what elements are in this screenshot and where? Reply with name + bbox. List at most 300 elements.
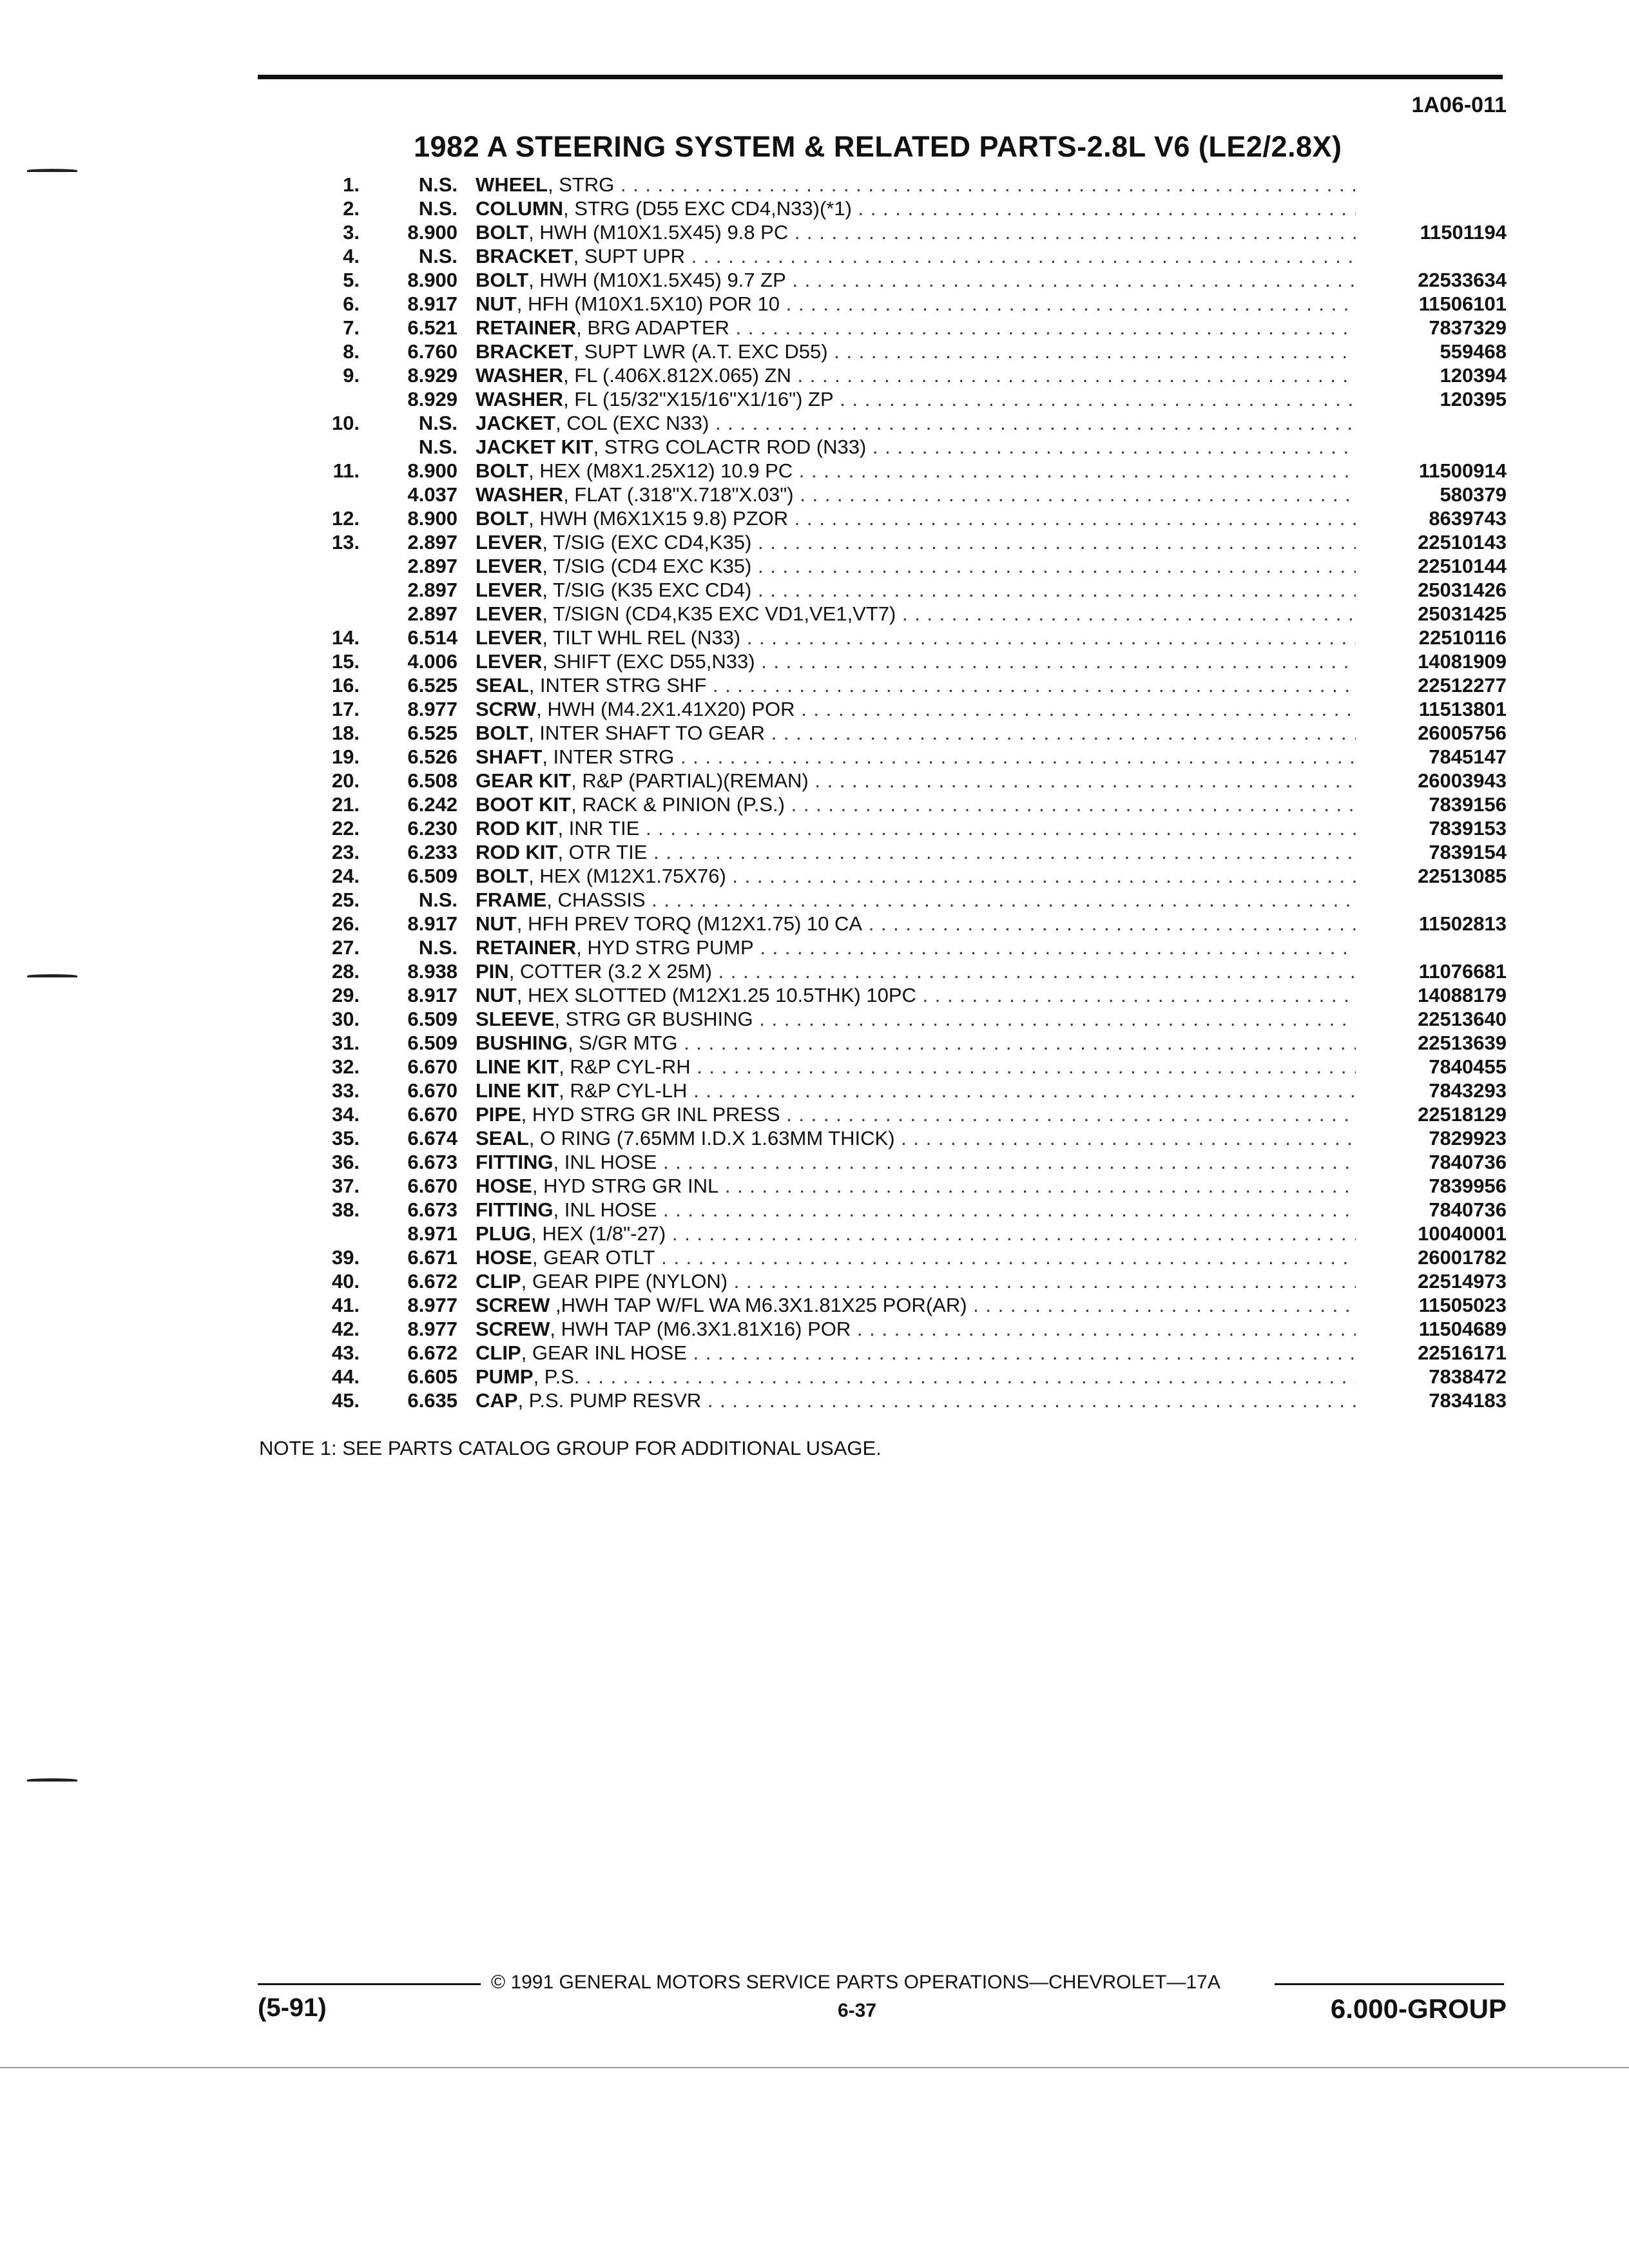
part-description <box>476 769 1356 793</box>
part-name: HOSE <box>476 1175 532 1197</box>
group-number: 6.671 <box>407 1246 458 1269</box>
part-name: FITTING <box>476 1151 554 1173</box>
group-number: 6.508 <box>407 769 458 792</box>
part-spec: , P.S. PUMP RESVR <box>517 1389 702 1412</box>
part-name: LEVER <box>476 555 543 577</box>
parts-row <box>0 316 1629 340</box>
part-description <box>476 316 1356 340</box>
part-spec: , INL HOSE <box>553 1198 657 1221</box>
group-number: 6.230 <box>407 817 458 840</box>
part-name: BOLT <box>476 269 529 291</box>
part-spec: , STRG (D55 EXC CD4,N33)(*1) <box>563 197 852 220</box>
parts-row <box>0 387 1629 411</box>
parts-row <box>0 411 1629 435</box>
part-name: LINE KIT <box>476 1055 559 1078</box>
item-number: 41. <box>331 1294 360 1316</box>
part-description <box>476 578 1356 602</box>
part-number: 8639743 <box>1429 507 1507 530</box>
group-number: 6.673 <box>407 1151 458 1173</box>
part-spec: , GEAR INL HOSE <box>521 1341 687 1364</box>
part-description <box>476 1222 1356 1245</box>
part-description <box>476 1293 1356 1317</box>
part-description <box>476 1055 1356 1079</box>
group-number: 6.514 <box>407 626 458 649</box>
part-spec: , INTER SHAFT TO GEAR <box>528 722 765 744</box>
parts-row <box>0 983 1629 1007</box>
parts-row <box>0 769 1629 793</box>
group-number: 8.977 <box>407 698 458 720</box>
part-spec: , OTR TIE <box>557 841 648 863</box>
parts-row <box>0 244 1629 268</box>
item-number: 42. <box>331 1318 360 1340</box>
part-spec: , INTER STRG SHF <box>528 674 707 697</box>
part-number: 22510143 <box>1418 531 1507 553</box>
item-number: 17. <box>331 698 360 720</box>
part-number: 22533634 <box>1418 269 1507 291</box>
item-number: 36. <box>331 1151 360 1173</box>
group-number: 8.938 <box>407 960 458 983</box>
date-code: (5-91) <box>258 1994 327 2022</box>
part-number: 11513801 <box>1418 698 1507 720</box>
part-number: 11504689 <box>1418 1318 1507 1340</box>
item-number: 35. <box>331 1127 360 1149</box>
item-number: 4. <box>343 245 360 267</box>
part-number: 26003943 <box>1418 769 1507 792</box>
part-number: 7840736 <box>1429 1151 1507 1173</box>
group-number: 2.897 <box>407 555 458 577</box>
parts-row <box>0 173 1629 197</box>
parts-row <box>0 673 1629 697</box>
part-number: 26005756 <box>1418 722 1507 744</box>
item-number: 34. <box>331 1103 360 1126</box>
part-name: RETAINER <box>476 316 577 339</box>
part-spec: , HWH (M10X1.5X45) 9.8 PC <box>528 221 789 244</box>
group-number: 2.897 <box>407 531 458 553</box>
part-spec: , HFH PREV TORQ (M12X1.75) 10 CA <box>516 912 863 935</box>
binder-hole-mark-top <box>27 169 77 172</box>
part-name: GEAR KIT <box>476 769 572 792</box>
part-description <box>476 745 1356 769</box>
group-number: 6.670 <box>407 1079 458 1102</box>
part-name: ROD KIT <box>476 841 558 863</box>
part-description <box>476 411 1356 435</box>
part-description <box>476 1269 1356 1293</box>
part-spec: , RACK & PINION (P.S.) <box>571 793 785 816</box>
part-name: PIPE <box>476 1103 521 1126</box>
part-description <box>476 268 1356 292</box>
group-number: 6.760 <box>407 340 458 363</box>
parts-row <box>0 1317 1629 1341</box>
part-spec: , STRG GR BUSHING <box>554 1008 753 1030</box>
part-spec: , HEX (M12X1.75X76) <box>528 865 726 887</box>
item-number: 2. <box>343 197 360 220</box>
part-description <box>476 530 1356 554</box>
group-number: 8.900 <box>407 269 458 291</box>
item-number: 10. <box>331 412 360 434</box>
parts-row <box>0 864 1629 888</box>
item-number: 30. <box>331 1008 360 1030</box>
part-number: 22513639 <box>1418 1032 1507 1054</box>
part-number: 120395 <box>1440 388 1507 410</box>
group-number: 6.673 <box>407 1198 458 1221</box>
part-description <box>476 626 1356 649</box>
part-spec: , INR TIE <box>557 817 640 840</box>
page-id: 1A06-011 <box>1411 93 1507 117</box>
part-description <box>476 244 1356 268</box>
part-name: NUT <box>476 293 517 315</box>
part-description <box>476 1126 1356 1150</box>
part-number: 11505023 <box>1418 1294 1507 1316</box>
item-number: 29. <box>331 984 360 1006</box>
page-number: 6-37 <box>838 2000 877 2021</box>
parts-row <box>0 578 1629 602</box>
part-name: BOLT <box>476 722 529 744</box>
group-number: 6.242 <box>407 793 458 816</box>
part-spec: , FLAT (.318"X.718"X.03") <box>563 483 794 506</box>
part-description <box>476 197 1356 220</box>
part-description <box>476 936 1356 959</box>
group-number: 8.971 <box>407 1222 458 1245</box>
part-description <box>476 602 1356 626</box>
group-number: 6.509 <box>407 1032 458 1054</box>
group-number: 6.526 <box>407 745 458 768</box>
item-number: 14. <box>331 626 360 649</box>
part-description <box>476 1198 1356 1222</box>
part-number: 22513085 <box>1418 865 1507 887</box>
item-number: 32. <box>331 1055 360 1078</box>
part-description <box>476 483 1356 506</box>
part-number: 7840736 <box>1429 1198 1507 1221</box>
parts-row <box>0 1102 1629 1126</box>
part-number: 22514973 <box>1418 1270 1507 1293</box>
item-number: 5. <box>343 269 360 291</box>
part-spec: , HYD STRG GR INL PRESS <box>521 1103 780 1126</box>
part-spec: , HYD STRG PUMP <box>576 936 754 959</box>
part-number: 26001782 <box>1418 1246 1507 1269</box>
item-number: 6. <box>343 293 360 315</box>
part-name: LEVER <box>476 602 543 625</box>
part-description <box>476 1079 1356 1102</box>
part-spec: , INTER STRG <box>542 745 675 768</box>
part-spec: , S/GR MTG <box>567 1032 678 1054</box>
parts-row <box>0 1222 1629 1245</box>
part-spec: , HEX SLOTTED (M12X1.25 10.5THK) 10PC <box>516 984 916 1006</box>
part-name: SLEEVE <box>476 1008 555 1030</box>
part-description <box>476 1031 1356 1055</box>
group-number: 8.917 <box>407 293 458 315</box>
part-number: 14088179 <box>1418 984 1507 1006</box>
part-description <box>476 435 1356 459</box>
item-number: 31. <box>331 1032 360 1054</box>
part-description <box>476 864 1356 888</box>
part-description <box>476 840 1356 864</box>
parts-row <box>0 936 1629 959</box>
part-spec: , T/SIG (K35 EXC CD4) <box>542 579 752 601</box>
group-number: N.S. <box>418 889 458 911</box>
item-number: 25. <box>331 889 360 911</box>
part-name: SEAL <box>476 1127 529 1149</box>
part-description <box>476 1007 1356 1031</box>
part-description <box>476 649 1356 673</box>
group-number: 6.509 <box>407 865 458 887</box>
group-number: 6.670 <box>407 1175 458 1197</box>
parts-row <box>0 1293 1629 1317</box>
group-number: 6.674 <box>407 1127 458 1149</box>
item-number: 23. <box>331 841 360 863</box>
item-number: 16. <box>331 674 360 697</box>
part-description <box>476 983 1356 1007</box>
part-name: BOLT <box>476 459 529 482</box>
part-name: FITTING <box>476 1198 554 1221</box>
group-number: 6.670 <box>407 1055 458 1078</box>
part-spec: , T/SIGN (CD4,K35 EXC VD1,VE1,VT7) <box>542 602 896 625</box>
part-spec: , R&P CYL-LH <box>559 1079 688 1102</box>
item-number: 20. <box>331 769 360 792</box>
group-number: 6.605 <box>407 1365 458 1388</box>
part-spec: , BRG ADAPTER <box>576 316 729 339</box>
part-number: 11506101 <box>1418 293 1507 315</box>
part-name: PIN <box>476 960 509 983</box>
bottom-rule <box>0 2067 1629 2068</box>
item-number: 8. <box>343 340 360 363</box>
parts-row <box>0 649 1629 673</box>
item-number: 21. <box>331 793 360 816</box>
part-description <box>476 173 1356 197</box>
parts-row <box>0 363 1629 387</box>
part-name: JACKET <box>476 412 556 434</box>
parts-row <box>0 459 1629 483</box>
part-description <box>476 459 1356 483</box>
parts-row <box>0 816 1629 840</box>
part-name: WASHER <box>476 388 564 410</box>
part-spec: , SHIFT (EXC D55,N33) <box>542 650 755 673</box>
parts-row <box>0 959 1629 983</box>
part-name: COLUMN <box>476 197 564 220</box>
part-number: 11500914 <box>1418 459 1507 482</box>
item-number: 12. <box>331 507 360 530</box>
item-number: 19. <box>331 745 360 768</box>
part-spec: , P.S. <box>533 1365 580 1388</box>
group-number: 8.917 <box>407 984 458 1006</box>
group-number: 6.525 <box>407 674 458 697</box>
group-label: 6.000-GROUP <box>1330 1994 1507 2024</box>
parts-row <box>0 1389 1629 1412</box>
part-spec: , GEAR OTLT <box>532 1246 655 1269</box>
item-number: 37. <box>331 1175 360 1197</box>
group-number: 2.897 <box>407 579 458 601</box>
part-name: LINE KIT <box>476 1079 559 1102</box>
part-description <box>476 1341 1356 1365</box>
part-number: 7837329 <box>1429 316 1507 339</box>
part-spec: , GEAR PIPE (NYLON) <box>521 1270 728 1293</box>
parts-row <box>0 793 1629 816</box>
part-spec: , R&P (PARTIAL)(REMAN) <box>571 769 809 792</box>
part-number: 7839956 <box>1429 1175 1507 1197</box>
group-number: 8.900 <box>407 459 458 482</box>
item-number: 28. <box>331 960 360 983</box>
parts-row <box>0 1150 1629 1174</box>
item-number: 22. <box>331 817 360 840</box>
part-spec: , R&P CYL-RH <box>559 1055 691 1078</box>
parts-row <box>0 602 1629 626</box>
part-name: FRAME <box>476 889 547 911</box>
item-number: 18. <box>331 722 360 744</box>
parts-row <box>0 506 1629 530</box>
part-name: LEVER <box>476 579 543 601</box>
part-spec: , COTTER (3.2 X 25M) <box>508 960 712 983</box>
binder-hole-mark-bottom <box>27 1778 77 1782</box>
parts-list <box>0 173 1629 1412</box>
part-description <box>476 506 1356 530</box>
group-number: 6.672 <box>407 1341 458 1364</box>
part-number: 14081909 <box>1418 650 1507 673</box>
item-number: 24. <box>331 865 360 887</box>
part-name: SCRW <box>476 698 537 720</box>
part-description <box>476 721 1356 745</box>
group-number: N.S. <box>418 197 458 220</box>
item-number: 40. <box>331 1270 360 1293</box>
part-number: 7843293 <box>1429 1079 1507 1102</box>
group-number: 6.672 <box>407 1270 458 1293</box>
parts-row <box>0 554 1629 578</box>
part-spec: , SUPT UPR <box>573 245 685 267</box>
parts-row <box>0 1269 1629 1293</box>
parts-row <box>0 435 1629 459</box>
group-number: 8.900 <box>407 507 458 530</box>
parts-row <box>0 1245 1629 1269</box>
part-name: PLUG <box>476 1222 532 1245</box>
part-description <box>476 888 1356 912</box>
part-name: WASHER <box>476 483 564 506</box>
part-name: NUT <box>476 912 517 935</box>
part-number: 11502813 <box>1418 912 1507 935</box>
item-number: 1. <box>343 173 360 196</box>
part-number: 7838472 <box>1429 1365 1507 1388</box>
part-name: BRACKET <box>476 245 574 267</box>
part-number: 22510144 <box>1418 555 1507 577</box>
part-spec: , FL (.406X.812X.065) ZN <box>563 364 791 387</box>
part-number: 7834183 <box>1429 1389 1507 1412</box>
group-number: 6.525 <box>407 722 458 744</box>
part-name: SEAL <box>476 674 529 697</box>
group-number: 8.929 <box>407 388 458 410</box>
part-name: CLIP <box>476 1270 521 1293</box>
part-number: 22512277 <box>1418 674 1507 697</box>
part-description <box>476 1365 1356 1389</box>
item-number: 3. <box>343 221 360 244</box>
copyright-line: © 1991 GENERAL MOTORS SERVICE PARTS OPERATIONS—CHEVROLET—17A <box>491 1972 1220 1993</box>
item-number: 44. <box>331 1365 360 1388</box>
part-number: 22518129 <box>1418 1103 1507 1126</box>
parts-row <box>0 1031 1629 1055</box>
part-name: WASHER <box>476 364 564 387</box>
part-spec: , SUPT LWR (A.T. EXC D55) <box>573 340 828 363</box>
part-spec: ,HWH TAP W/FL WA M6.3X1.81X25 POR(AR) <box>550 1294 967 1316</box>
parts-row <box>0 745 1629 769</box>
group-number: 4.037 <box>407 483 458 506</box>
parts-row <box>0 1055 1629 1079</box>
part-name: CAP <box>476 1389 518 1412</box>
part-description <box>476 340 1356 363</box>
part-name: BRACKET <box>476 340 574 363</box>
item-number: 13. <box>331 531 360 553</box>
page-title: 1982 A STEERING SYSTEM & RELATED PARTS-2.8L V6 (LE2/2.8X) <box>414 130 1342 163</box>
parts-row <box>0 530 1629 554</box>
parts-row <box>0 697 1629 721</box>
part-name: LEVER <box>476 650 543 673</box>
part-name: PUMP <box>476 1365 534 1388</box>
group-number: N.S. <box>418 412 458 434</box>
parts-row <box>0 340 1629 363</box>
part-number: 120394 <box>1440 364 1507 387</box>
part-number: 580379 <box>1440 483 1507 506</box>
part-number: 25031426 <box>1418 579 1507 601</box>
part-number: 25031425 <box>1418 602 1507 625</box>
part-description <box>476 912 1356 936</box>
part-spec: , HEX (1/8"-27) <box>531 1222 666 1245</box>
part-description <box>476 816 1356 840</box>
part-description <box>476 1174 1356 1198</box>
part-spec: , CHASSIS <box>546 889 646 911</box>
part-name: ROD KIT <box>476 817 558 840</box>
part-name: LEVER <box>476 531 543 553</box>
part-spec: , HWH (M4.2X1.41X20) POR <box>536 698 795 720</box>
part-spec: , O RING (7.65MM I.D.X 1.63MM THICK) <box>528 1127 895 1149</box>
part-name: SHAFT <box>476 745 543 768</box>
part-number: 22513640 <box>1418 1008 1507 1030</box>
part-name: JACKET KIT <box>476 436 593 458</box>
part-number: 22516171 <box>1418 1341 1507 1364</box>
parts-row <box>0 268 1629 292</box>
part-spec: , COL (EXC N33) <box>555 412 709 434</box>
part-spec: , HYD STRG GR INL <box>532 1175 719 1197</box>
item-number: 26. <box>331 912 360 935</box>
part-description <box>476 673 1356 697</box>
parts-row <box>0 721 1629 745</box>
parts-row <box>0 912 1629 936</box>
group-number: 4.006 <box>407 650 458 673</box>
item-number: 9. <box>343 364 360 387</box>
parts-row <box>0 1007 1629 1031</box>
part-number: 7839156 <box>1429 793 1507 816</box>
part-description <box>476 1389 1356 1412</box>
group-number: N.S. <box>418 936 458 959</box>
group-number: 6.521 <box>407 316 458 339</box>
part-description <box>476 1150 1356 1174</box>
part-spec: , HWH (M6X1X15 9.8) PZOR <box>528 507 789 530</box>
item-number: 7. <box>343 316 360 339</box>
part-spec: , HWH (M10X1.5X45) 9.7 ZP <box>528 269 786 291</box>
group-number: 8.900 <box>407 221 458 244</box>
parts-row <box>0 220 1629 244</box>
part-name: BOLT <box>476 865 529 887</box>
part-name: SCREW <box>476 1294 550 1316</box>
part-name: BOLT <box>476 221 529 244</box>
part-description <box>476 292 1356 316</box>
group-number: N.S. <box>418 245 458 267</box>
part-name: SCREW <box>476 1318 550 1340</box>
group-number: 8.917 <box>407 912 458 935</box>
group-number: 8.977 <box>407 1318 458 1340</box>
parts-row <box>0 1126 1629 1150</box>
part-number: 11076681 <box>1418 960 1507 983</box>
part-name: RETAINER <box>476 936 577 959</box>
item-number: 11. <box>333 459 360 482</box>
part-number: 7839154 <box>1429 841 1507 863</box>
item-number: 33. <box>331 1079 360 1102</box>
part-name: NUT <box>476 984 517 1006</box>
part-name: HOSE <box>476 1246 532 1269</box>
